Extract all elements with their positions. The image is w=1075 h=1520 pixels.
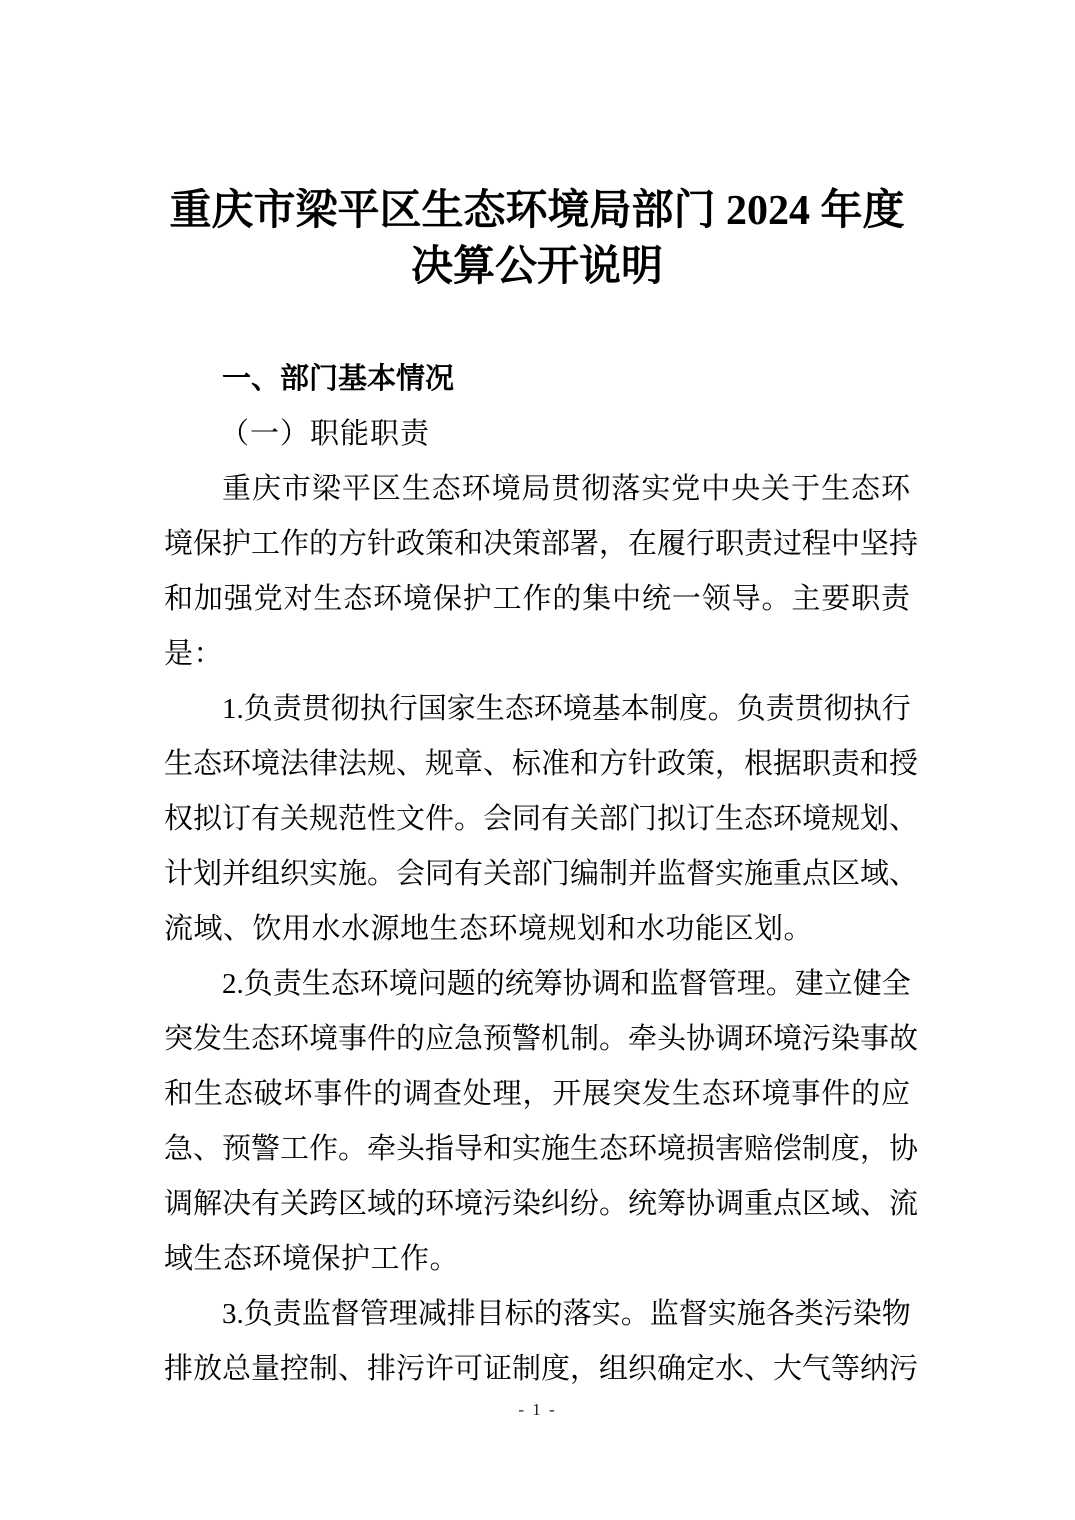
document-body (164, 352, 919, 1397)
document-title-line-1: 重庆市梁平区生态环境局部门 2024 年度 (169, 188, 905, 234)
text-line: 3.负责监督管理减排目标的落实。监督实施各类污染物 (222, 1298, 911, 1330)
text-line: 是： (164, 638, 224, 670)
text-line: 1.负责贯彻执行国家生态环境基本制度。负责贯彻执行 (222, 693, 911, 725)
document-title (163, 183, 911, 295)
paragraph (164, 462, 919, 682)
subsection-heading: （一）职能职责 (220, 418, 431, 450)
text-line: 调解决有关跨区域的环境污染纠纷。统筹协调重点区域、流 (164, 1188, 919, 1220)
text-line: 域生态环境保护工作。 (164, 1243, 460, 1275)
page-number: - 1 - (518, 1400, 557, 1419)
section-heading: 一、部门基本情况 (222, 363, 455, 395)
text-line: 生态环境法律法规、规章、标准和方针政策，根据职责和授 (164, 748, 919, 780)
paragraph (164, 682, 919, 957)
document-title-line-2: 决算公开说明 (410, 244, 663, 290)
paragraph-container (164, 462, 919, 1397)
text-line: 突发生态环境事件的应急预警机制。牵头协调环境污染事故 (164, 1023, 919, 1055)
text-line: 重庆市梁平区生态环境局贯彻落实党中央关于生态环 (222, 473, 910, 505)
text-line: 境保护工作的方针政策和决策部署，在履行职责过程中坚持 (164, 528, 919, 560)
paragraph (164, 1287, 919, 1397)
text-line: 和加强党对生态环境保护工作的集中统一领导。主要职责 (164, 583, 910, 615)
text-line: 和生态破坏事件的调查处理，开展突发生态环境事件的应 (164, 1078, 910, 1110)
text-line: 流域、饮用水水源地生态环境规划和水功能区划。 (164, 913, 814, 945)
text-line: 计划并组织实施。会同有关部门编制并监督实施重点区域、 (164, 858, 919, 890)
text-line: 权拟订有关规范性文件。会同有关部门拟订生态环境规划、 (164, 803, 919, 835)
text-line: 排放总量控制、排污许可证制度，组织确定水、大气等纳污 (164, 1353, 919, 1385)
text-line: 2.负责生态环境问题的统筹协调和监督管理。建立健全 (222, 968, 911, 1000)
paragraph (164, 957, 919, 1287)
text-line: 急、预警工作。牵头指导和实施生态环境损害赔偿制度，协 (164, 1133, 919, 1165)
